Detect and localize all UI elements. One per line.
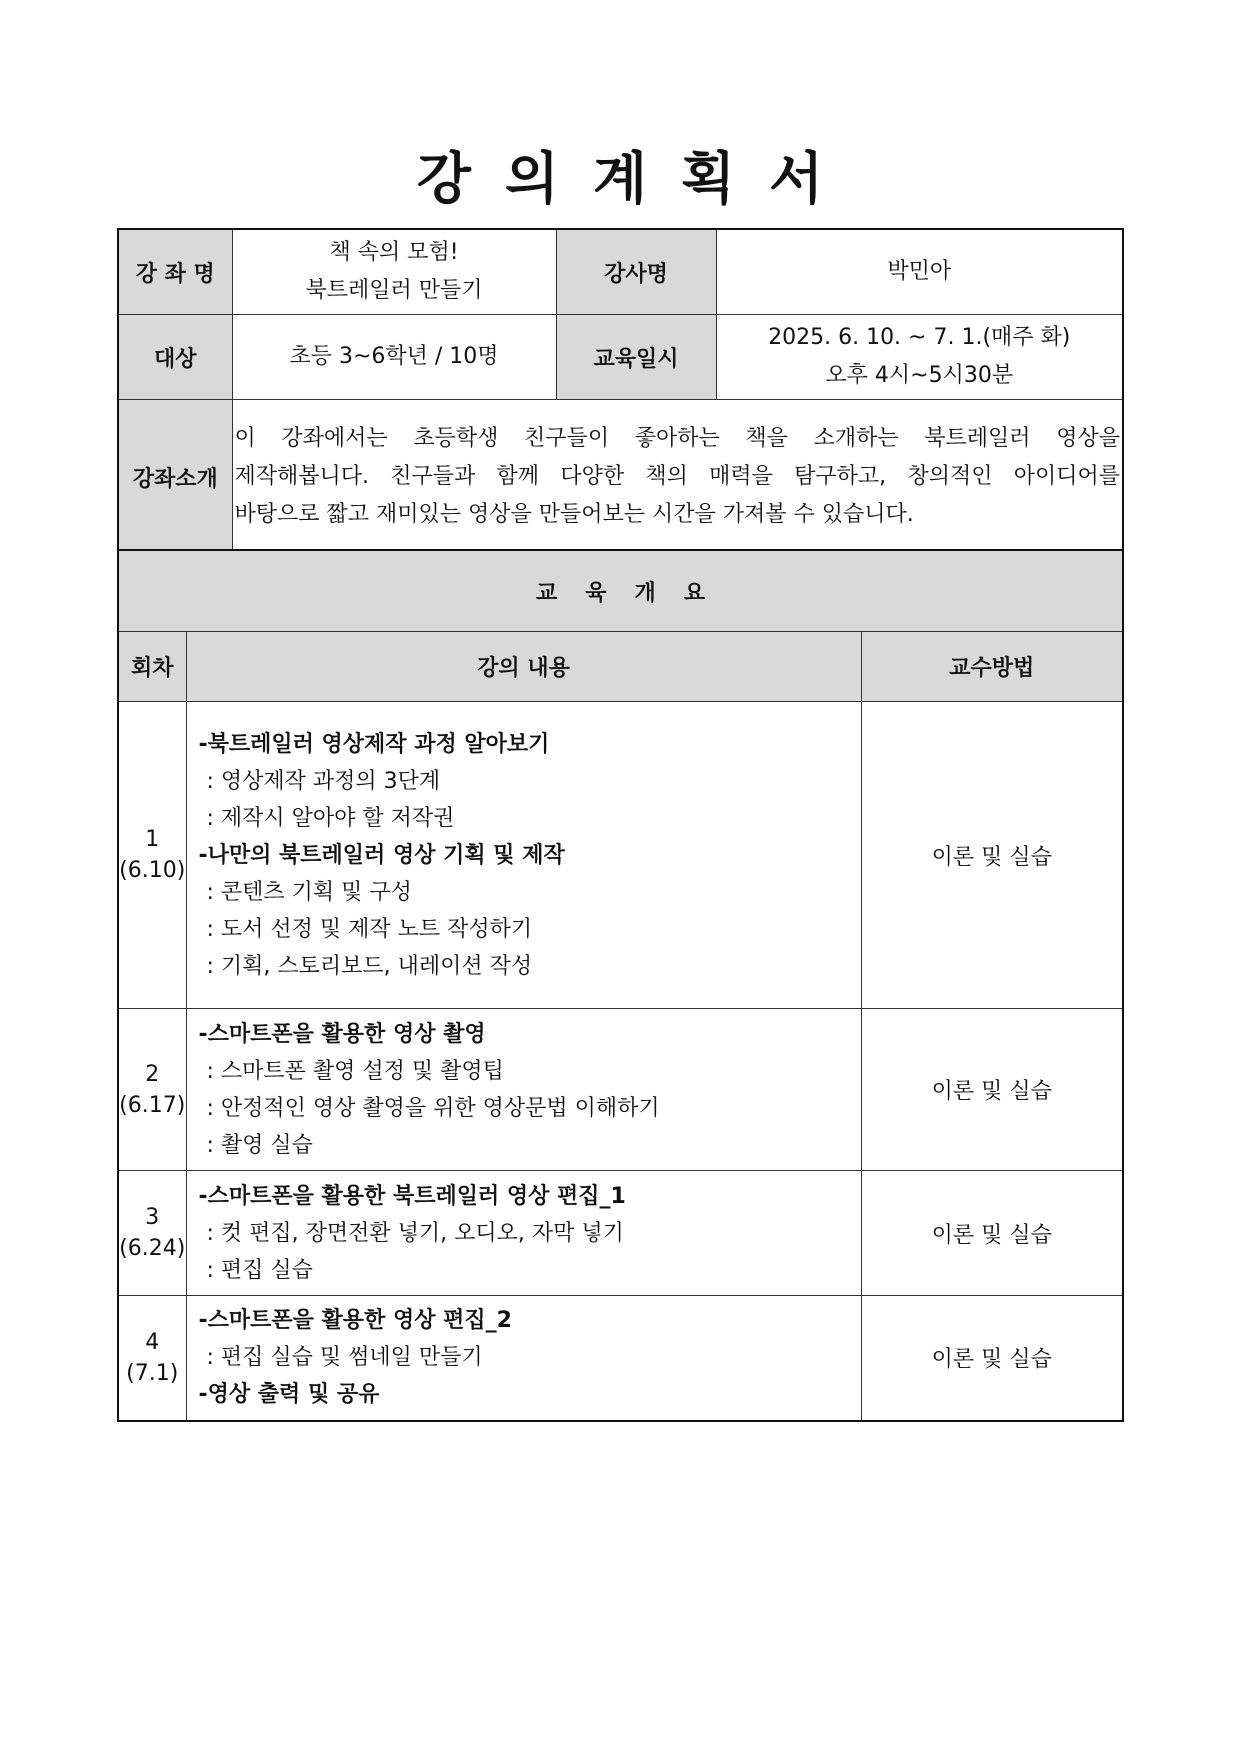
content-heading: -스마트폰을 활용한 영상 촬영 xyxy=(198,1021,486,1047)
intro-line-2: 제작해봅니다. 친구들과 함께 다양한 책의 매력을 탐구하고, 창의적인 아이디어를 xyxy=(234,464,1120,489)
session-date: (7.1) xyxy=(126,1360,179,1386)
col-method-header: 교수방법 xyxy=(861,632,1123,702)
content-item: : 기획, 스토리보드, 내레이션 작성 xyxy=(206,953,533,979)
session-number xyxy=(118,1296,186,1421)
date-value xyxy=(716,315,1123,400)
content-item: : 촬영 실습 xyxy=(206,1132,313,1158)
session-content xyxy=(186,1009,861,1171)
content-item: : 스마트폰 촬영 설정 및 촬영팁 xyxy=(206,1058,504,1084)
date-line2: 오후 4시~5시30분 xyxy=(825,363,1014,388)
session-row-3 xyxy=(118,1171,1123,1296)
content-item: : 제작시 알아야 할 저작권 xyxy=(206,805,455,831)
content-item: : 안정적인 영상 촬영을 위한 영상문법 이해하기 xyxy=(206,1095,660,1121)
course-name-label: 강 좌 명 xyxy=(118,229,232,315)
session-date: (6.24) xyxy=(119,1236,186,1261)
content-item: : 콘텐츠 기획 및 구성 xyxy=(206,879,412,905)
content-heading: -스마트폰을 활용한 북트레일러 영상 편집_1 xyxy=(198,1183,626,1209)
session-content xyxy=(186,1171,861,1296)
content-item: : 편집 실습 xyxy=(206,1257,313,1283)
content-item: : 도서 선정 및 제작 노트 작성하기 xyxy=(206,916,533,942)
intro-line-3: 바탕으로 짧고 재미있는 영상을 만들어보는 시간을 가져볼 수 있습니다. xyxy=(234,502,914,527)
content-heading: -스마트폰을 활용한 영상 편집_2 xyxy=(198,1308,512,1334)
content-item: : 컷 편집, 장면전환 넣기, 오디오, 자막 넣기 xyxy=(206,1220,624,1246)
session-method: 이론 및 실습 xyxy=(861,1009,1123,1171)
session-method: 이론 및 실습 xyxy=(861,702,1123,1009)
course-name-line2: 북트레일러 만들기 xyxy=(305,278,483,303)
session-num: 4 xyxy=(145,1329,160,1355)
content-heading: -북트레일러 영상제작 과정 알아보기 xyxy=(198,731,550,757)
intro-text xyxy=(232,400,1123,556)
session-num: 2 xyxy=(145,1061,160,1087)
col-session-header: 회차 xyxy=(118,632,186,702)
session-method: 이론 및 실습 xyxy=(861,1171,1123,1296)
session-number xyxy=(118,1009,186,1171)
session-number xyxy=(118,1171,186,1296)
content-item: : 영상제작 과정의 3단계 xyxy=(206,768,441,794)
target-value: 초등 3~6학년 / 10명 xyxy=(232,315,556,400)
col-content-header: 강의 내용 xyxy=(186,632,861,702)
content-item: : 편집 실습 및 썸네일 만들기 xyxy=(206,1345,483,1371)
session-row-1 xyxy=(118,702,1123,1009)
session-num: 1 xyxy=(145,827,160,852)
session-content xyxy=(186,702,861,1009)
session-number xyxy=(118,702,186,1009)
course-info-table xyxy=(117,228,1124,556)
course-name-line1: 책 속의 모험! xyxy=(329,240,459,265)
intro-label: 강좌소개 xyxy=(118,400,232,556)
intro-line-1: 이 강좌에서는 초등학생 친구들이 좋아하는 책을 소개하는 북트레일러 영상을 xyxy=(234,426,1120,451)
session-method: 이론 및 실습 xyxy=(861,1296,1123,1421)
content-heading: -나만의 북트레일러 영상 기획 및 제작 xyxy=(198,842,565,868)
session-content xyxy=(186,1296,861,1421)
section-title: 교육개요 xyxy=(118,550,1123,632)
date-label: 교육일시 xyxy=(556,315,716,400)
schedule-table xyxy=(117,549,1124,1422)
target-label: 대상 xyxy=(118,315,232,400)
course-name-value xyxy=(232,229,556,315)
document-title: 강의계획서 xyxy=(416,147,858,212)
session-num: 3 xyxy=(145,1205,160,1230)
instructor-label: 강사명 xyxy=(556,229,716,315)
session-row-4 xyxy=(118,1296,1123,1421)
session-row-2 xyxy=(118,1009,1123,1171)
instructor-name: 박민아 xyxy=(716,229,1123,315)
date-line1: 2025. 6. 10. ~ 7. 1.(매주 화) xyxy=(768,325,1071,350)
session-date: (6.17) xyxy=(119,1092,186,1118)
session-date: (6.10) xyxy=(119,858,186,883)
content-heading: -영상 출력 및 공유 xyxy=(198,1382,380,1408)
